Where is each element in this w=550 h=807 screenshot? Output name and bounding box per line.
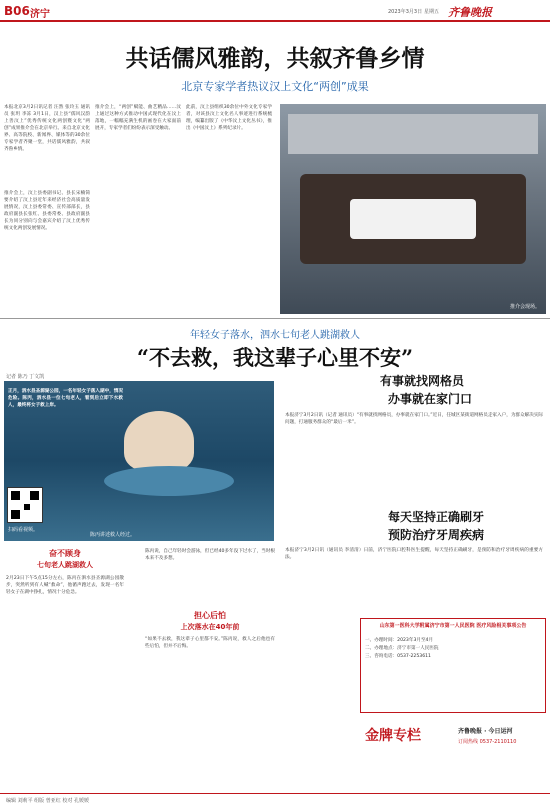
article2-subhead-2: 担心后怕 (194, 611, 226, 620)
article2-subhead-1b: 七旬老人跳湖救人 (37, 561, 93, 569)
issue-date: 2023年3月3日 (388, 9, 423, 15)
article1-column-3: 推介会上，“两创”赋能、曲艺精品……汶上通过这种方式推动中国式现代化在汶上落地，一幅幅充满生机的画卷在大家面前展开，专家学者们纷纷表示深受触动。 (95, 105, 181, 131)
article2-body-1: 2月23日下午5点15分左右，陈丙在泗水县圣源湖公园散步，突然听到有人喊“救命”，他循声跑过去，发现一名年轻女子在湖中挣扎，情况十分危急。 (6, 576, 124, 595)
article2-body-3: “如果不去救，我这辈子心里都不安。”陈丙说，救人之后他也有些后怕，但并不后悔。 (145, 637, 275, 649)
page-number: B06 (4, 4, 30, 18)
article3-headline-2: 办事就在家门口 (388, 392, 473, 406)
table-center (350, 199, 476, 239)
masthead-logo: 齐鲁晚报 (448, 6, 492, 19)
article4-headline-1: 每天坚持正确刷牙 (388, 510, 485, 524)
conference-photo (280, 104, 546, 314)
article4-headline-2: 预防治疗牙周疾病 (388, 528, 485, 542)
brand-tel: 订阅热线 0537-2110110 (458, 739, 517, 745)
article1-column-2: 推介会上，汶上县委副书记、县长宋楠简要介绍了汶上县近年来经济社会高质量发展情况，汶上县委常委、宣传部部长，县政府副县长张红、县委常委、县政府副县长为同分别向与会嘉宾介绍了汶上优秀传统文化两创发展情况。 (4, 191, 90, 231)
article1-column-4: 此前，汶上县组织30余位中外文化专家学者，对该县汶上文化名人事迹进行系统梳理，编纂出版了《中华汶上文化丛书》，推出《中国汶上》系列纪录片。 (186, 105, 272, 131)
article2-byline: 记者 陈乃 丁文凯 (6, 374, 45, 380)
rescuer-figure (124, 411, 194, 471)
article1-subhead: 北京专家学者热议汉上文化“两创”成果 (181, 80, 369, 93)
gold-column-logo: 金牌专栏 (365, 728, 421, 744)
video-qr-code[interactable] (7, 487, 43, 523)
article2-subhead-2b: 上次落水在40年前 (180, 623, 240, 631)
section-divider (0, 318, 550, 319)
article4-body: 本报济宁3月2日讯（通讯员 李清清）日前，济宁医院口腔科医生提醒，每天坚持正确刷牙，是预防和治疗牙周疾病的重要方法。 (285, 548, 543, 560)
header-rule (0, 20, 550, 22)
conference-photo-caption: 推介会现场。 (509, 304, 540, 310)
hospital-notice-ad (360, 618, 546, 713)
article2-subhead-1: 奋不顾身 (49, 549, 81, 558)
issue-weekday: 星期五 (424, 9, 440, 15)
article1-column-1: 本报北京3月2日讯记者 汪然 张玲玉 通讯员 张玥 李冻 3月1日，汉上县“儒风汉韵 上善汶上”优秀传统文化两创暨文化“两创”成果推介会在北京举行。来自北京文化界、高等院校、新闻界、媒体等的30余位专家学者齐聚一堂，共话儒风雅韵，共叙齐鲁乡情。 (4, 105, 90, 152)
page-header (0, 0, 550, 22)
article2-body-2: 陈丙说，自己年轻时会游泳，但已经40多年没下过水了，当时根本来不及多想。 (145, 549, 275, 561)
ad-line-1: 一、办理时间：2023年3月至4月 (365, 638, 434, 643)
footer-credits: 编辑 刘莉平 组版 曾亚红 校对 孔媛媛 (6, 798, 89, 804)
section-name: 济宁 (30, 9, 50, 20)
rescue-photo-caption: 陈丙讲述救人经过。 (90, 532, 136, 538)
brand-title: 齐鲁晚报 · 今日运河 (458, 728, 513, 735)
article2-headline: “不去救，我这辈子心里不安” (136, 345, 414, 370)
article3-headline-1: 有事就找网格员 (380, 374, 465, 388)
ad-line-2: 二、办理地点：济宁市第一人民医院 (365, 646, 439, 651)
ad-line-3: 三、咨询电话：0537-2253611 (365, 654, 431, 659)
water-splash (104, 466, 234, 496)
ad-title: 山东第一医科大学附属济宁市第一人民医院 医疗风险相关事项公告 (379, 623, 527, 629)
footer-rule (0, 793, 550, 794)
article2-kicker: 年轻女子落水，泗水七旬老人跳湖救人 (190, 330, 360, 341)
rescue-photo-text: 正月，泗水县圣源湖公园，一名年轻女子落入湖中，情况危险。陈丙，泗水县一位七旬老人，看到后立即下水救人，最终将女子救上岸。 (8, 389, 123, 408)
conference-backdrop (288, 114, 538, 154)
qr-label: 扫码看视频。 (8, 527, 39, 533)
article1-headline: 共话儒风雅韵，共叙齐鲁乡情 (125, 45, 425, 72)
article3-body: 本报济宁3月2日讯（记者 通讯员）“有事就找网格员，办事就在家门口。”近日，任城区某街道网格员走家入户，为群众解决实际问题，打通服务群众的“最后一米”。 (285, 413, 543, 425)
